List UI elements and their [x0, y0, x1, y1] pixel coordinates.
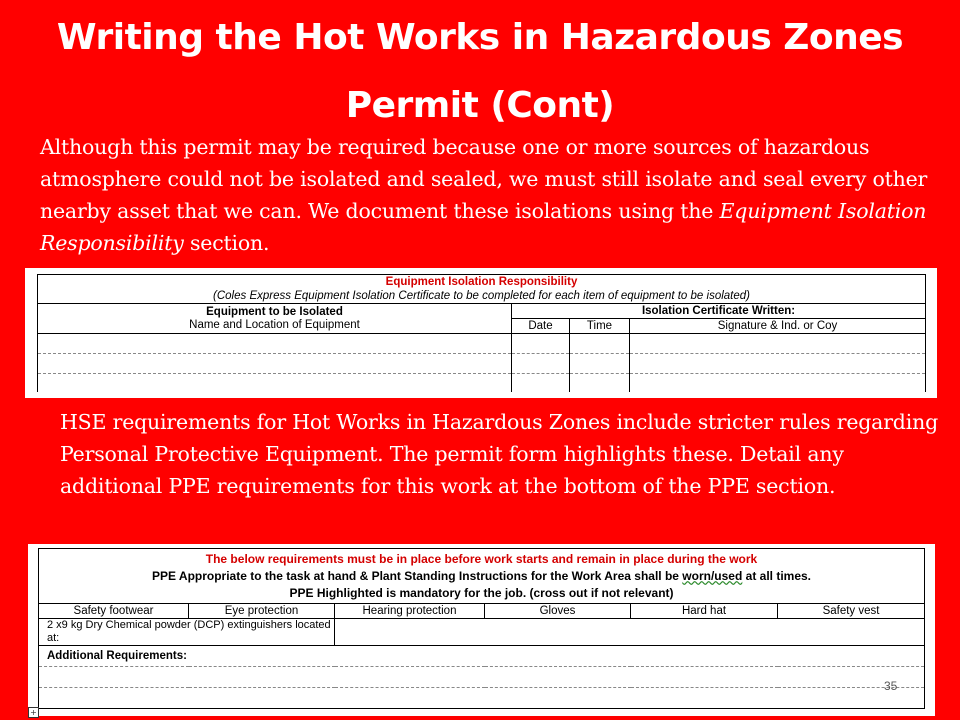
time-column-header: Time — [570, 319, 630, 334]
hse-paragraph: HSE requirements for Hot Works in Hazardous Zones include stricter rules regarding Personal Protective Equipment. The permit form highlights these. Detail any additional PPE requirements for this work at the bottom of the PPE section. — [60, 410, 939, 498]
ppe-line2-start: PPE Appropriate to the task at hand & Plant Standing Instructions for the Work Area shall be — [152, 568, 683, 583]
equipment-entry-3[interactable] — [38, 374, 512, 393]
equipment-header: Equipment to be Isolated — [206, 305, 343, 318]
date-column-header: Date — [512, 319, 570, 334]
additional-requirements-line-2[interactable] — [39, 688, 925, 709]
time-entry-1[interactable] — [570, 334, 630, 354]
slide-title — [0, 4, 960, 140]
date-entry-1[interactable] — [512, 334, 570, 354]
isolation-title-cell — [38, 275, 926, 304]
ppe-table — [38, 548, 925, 709]
equipment-isolation-form — [25, 268, 937, 398]
isolation-title: Equipment Isolation Responsibility — [385, 276, 578, 288]
ppe-heading-cell — [39, 549, 925, 604]
intro-paragraph — [40, 131, 930, 259]
additional-requirements-line-1[interactable] — [39, 667, 925, 688]
additional-requirements-label: Additional Requirements: — [39, 646, 925, 667]
ppe-requirements-form — [28, 544, 935, 716]
intro-emphasis: Equipment Isolation Responsibility — [40, 199, 927, 255]
isolation-table — [37, 274, 926, 392]
ppe-line2-end: at all times. — [742, 568, 812, 583]
ppe-heading-line3: PPE Highlighted is mandatory for the job. (cross out if not relevant) — [289, 585, 674, 600]
equipment-subheader: Name and Location of Equipment — [189, 318, 360, 331]
time-entry-2[interactable] — [570, 354, 630, 374]
signature-entry-2[interactable] — [630, 354, 926, 374]
equipment-header-cell — [38, 304, 512, 334]
signature-entry-1[interactable] — [630, 334, 926, 354]
intro-text: Although this permit may be required because one or more sources of hazardous atmosphere could not be isolated and sealed, we must still isolate and seal every other nearby asset that we can. We document these isolations using the — [40, 135, 928, 223]
ppe-gloves[interactable]: Gloves — [485, 604, 631, 619]
page-number: 35 — [884, 679, 898, 693]
slide-title-line: Writing the Hot Works in Hazardous Zones Permit (Cont) — [56, 17, 904, 126]
ppe-line2-marked: worn/used — [682, 568, 743, 583]
ppe-heading-line2 — [39, 568, 924, 585]
ppe-safety-footwear[interactable]: Safety footwear — [39, 604, 189, 619]
equipment-entry-1[interactable] — [38, 334, 512, 354]
extinguisher-location-field[interactable] — [335, 619, 925, 646]
isolation-subtitle: (Coles Express Equipment Isolation Certificate to be completed for each item of equipment to be isolated) — [213, 290, 750, 302]
ppe-hard-hat[interactable]: Hard hat — [631, 604, 778, 619]
certificate-header: Isolation Certificate Written: — [512, 304, 926, 319]
table-move-handle-icon[interactable]: + — [28, 707, 39, 718]
signature-column-header: Signature & Ind. or Coy — [630, 319, 926, 334]
extinguisher-label: 2 x9 kg Dry Chemical powder (DCP) extinguishers located at: — [39, 619, 335, 646]
date-entry-3[interactable] — [512, 374, 570, 393]
ppe-eye-protection[interactable]: Eye protection — [189, 604, 335, 619]
ppe-heading-line1: The below requirements must be in place before work starts and remain in place during the work — [205, 551, 758, 566]
signature-entry-3[interactable] — [630, 374, 926, 393]
ppe-safety-vest[interactable]: Safety vest — [778, 604, 925, 619]
intro-text-end: section. — [183, 231, 270, 255]
equipment-entry-2[interactable] — [38, 354, 512, 374]
time-entry-3[interactable] — [570, 374, 630, 393]
date-entry-2[interactable] — [512, 354, 570, 374]
ppe-hearing-protection[interactable]: Hearing protection — [335, 604, 485, 619]
